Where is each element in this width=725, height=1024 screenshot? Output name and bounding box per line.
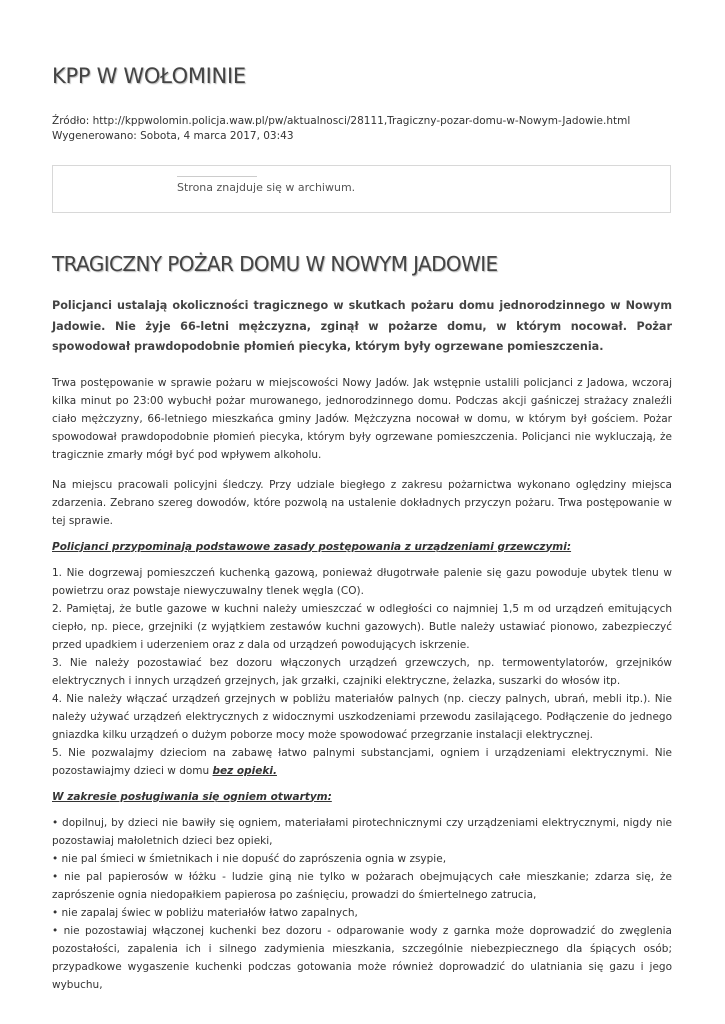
article-paragraph: Na miejscu pracowali policyjni śledczy. Przy udziale biegłego z zakresu pożarnictwa wykonano oględziny miejsca zdarzenia. Zebrano szereg dowodów, które pozwolą na ustalenie dokładnych przyczyn pożaru. Trwa postępowanie w tej sprawie. xyxy=(52,478,672,527)
rule5-text: 5. Nie pozwalajmy dzieciom na zabawę łatwo palnymi substancjami, ogniem i urządzeniami elektrycznymi. Nie pozostawiajmy dzieci w domu xyxy=(52,746,672,777)
list-item: • dopilnuj, by dzieci nie bawiły się ogniem, materiałami pirotechnicznymi czy urządzeniami elektrycznymi, nigdy nie pozostawiaj małoletnich dzieci bez opieki, xyxy=(52,816,672,847)
archive-divider xyxy=(177,176,257,177)
list-item: 2. Pamiętaj, że butle gazowe w kuchni należy umieszczać w odległości co najmniej 1,5 m od urządzeń emitujących ciepło, np. piece, grzejniki (z wyjątkiem zestawów kuchni gazowych). Butle należy ustawiać pionowo, zabezpieczyć przed upadkiem i uderzeniem oraz z dala od urządzeń powodujących iskrzenie. xyxy=(52,602,672,651)
site-title: KPP W WOŁOMINIE xyxy=(52,64,246,88)
list-item: • nie pal śmieci w śmietnikach i nie dopuść do zaprószenia ognia w zsypie, xyxy=(52,852,447,865)
rule5-emphasis: bez opieki. xyxy=(212,764,277,777)
archive-notice: Strona znajduje się w archiwum. xyxy=(177,181,356,194)
list-item: 3. Nie należy pozostawiać bez dozoru włączonych urządzeń grzewczych, np. termowentylatorów, grzejników elektrycznych i innych urządzeń grzejnych, jak grzałki, czajniki elektryczne, żelazka, suszarki do włosów itp. xyxy=(52,656,672,687)
fire-rules-list xyxy=(52,814,672,994)
section-heading-heating: Policjanci przypominają podstawowe zasady postępowania z urządzeniami grzewczymi: xyxy=(52,540,572,553)
list-item: • nie pozostawiaj włączonej kuchenki bez dozoru - odparowanie wody z garnka może doprowadzić do zwęglenia pozostałości, zapalenia ich i silnego zadymienia mieszkania, szczególnie niebezpiecznego dla śpiących osób; przypadkowe wygaszenie kuchenki podczas gotowania może również doprowadzić do ulatniania się gazu i jego wybuchu, xyxy=(52,924,672,991)
list-item: • nie zapalaj świec w pobliżu materiałów łatwo zapalnych, xyxy=(52,906,358,919)
article-paragraph: Trwa postępowanie w sprawie pożaru w miejscowości Nowy Jadów. Jak wstępnie ustalili policjanci z Jadowa, wczoraj kilka minut po 23:00 wybuchł pożar murowanego, jednorodzinnego domu. Podczas akcji gaśniczej strażacy znaleźli ciało mężczyzny, 66-letniego mieszkańca gminy Jadów. Mężczyzna nocował w domu, w którym był gościem. Pożar spowodował prawdopodobnie płomień piecyka, którym były ogrzewane pomieszczenia. Policjanci nie wykluczają, że tragicznie zmarły mógł być pod wpływem alkoholu. xyxy=(52,376,672,461)
document-meta xyxy=(52,114,682,144)
section-heading-fire: W zakresie posługiwania się ogniem otwartym: xyxy=(52,790,332,803)
source-url[interactable]: Źródło: http://kppwolomin.policja.waw.pl/pw/aktualnosci/28111,Tragiczny-pozar-domu-w-Nowym-Jadowie.html xyxy=(52,115,631,127)
article-content xyxy=(52,296,672,994)
list-item: 1. Nie dogrzewaj pomieszczeń kuchenką gazową, ponieważ długotrwałe palenie się gazu powoduje ubytek tlenu w powietrzu oraz powstaje niewyczuwalny tlenek węgla (CO). xyxy=(52,566,672,597)
list-item: • nie pal papierosów w łóżku - ludzie giną nie tylko w pożarach obejmujących całe mieszkanie; zdarza się, że zaprószenie ognia niedopałkiem papierosa po zaśnięciu, prowadzi do śmiertelnego zatrucia, xyxy=(52,870,672,901)
archive-notice-box xyxy=(52,165,671,213)
article-lead: Policjanci ustalają okoliczności tragicznego w skutkach pożaru domu jednorodzinnego w Nowym Jadowie. Nie żyje 66-letni mężczyzna, zginął w pożarze domu, w którym nocował. Pożar spowodował prawdopodobnie płomień piecyka, którym były ogrzewane pomieszczenia. xyxy=(52,299,672,353)
list-item xyxy=(52,744,672,780)
list-item: 4. Nie należy włączać urządzeń grzejnych w pobliżu materiałów palnych (np. cieczy palnych, ubrań, mebli itp.). Nie należy używać urządzeń elektrycznych z widocznymi uszkodzeniami przewodu zasilającego. Podłączenie do jednego gniazdka kilku urządzeń o dużym poborze mocy może spowodować przegrzanie instalacji elektrycznej. xyxy=(52,692,672,741)
generated-date: Wygenerowano: Sobota, 4 marca 2017, 03:43 xyxy=(52,130,294,142)
article-title: TRAGICZNY POŻAR DOMU W NOWYM JADOWIE xyxy=(52,252,498,276)
heating-rules-list xyxy=(52,564,672,780)
